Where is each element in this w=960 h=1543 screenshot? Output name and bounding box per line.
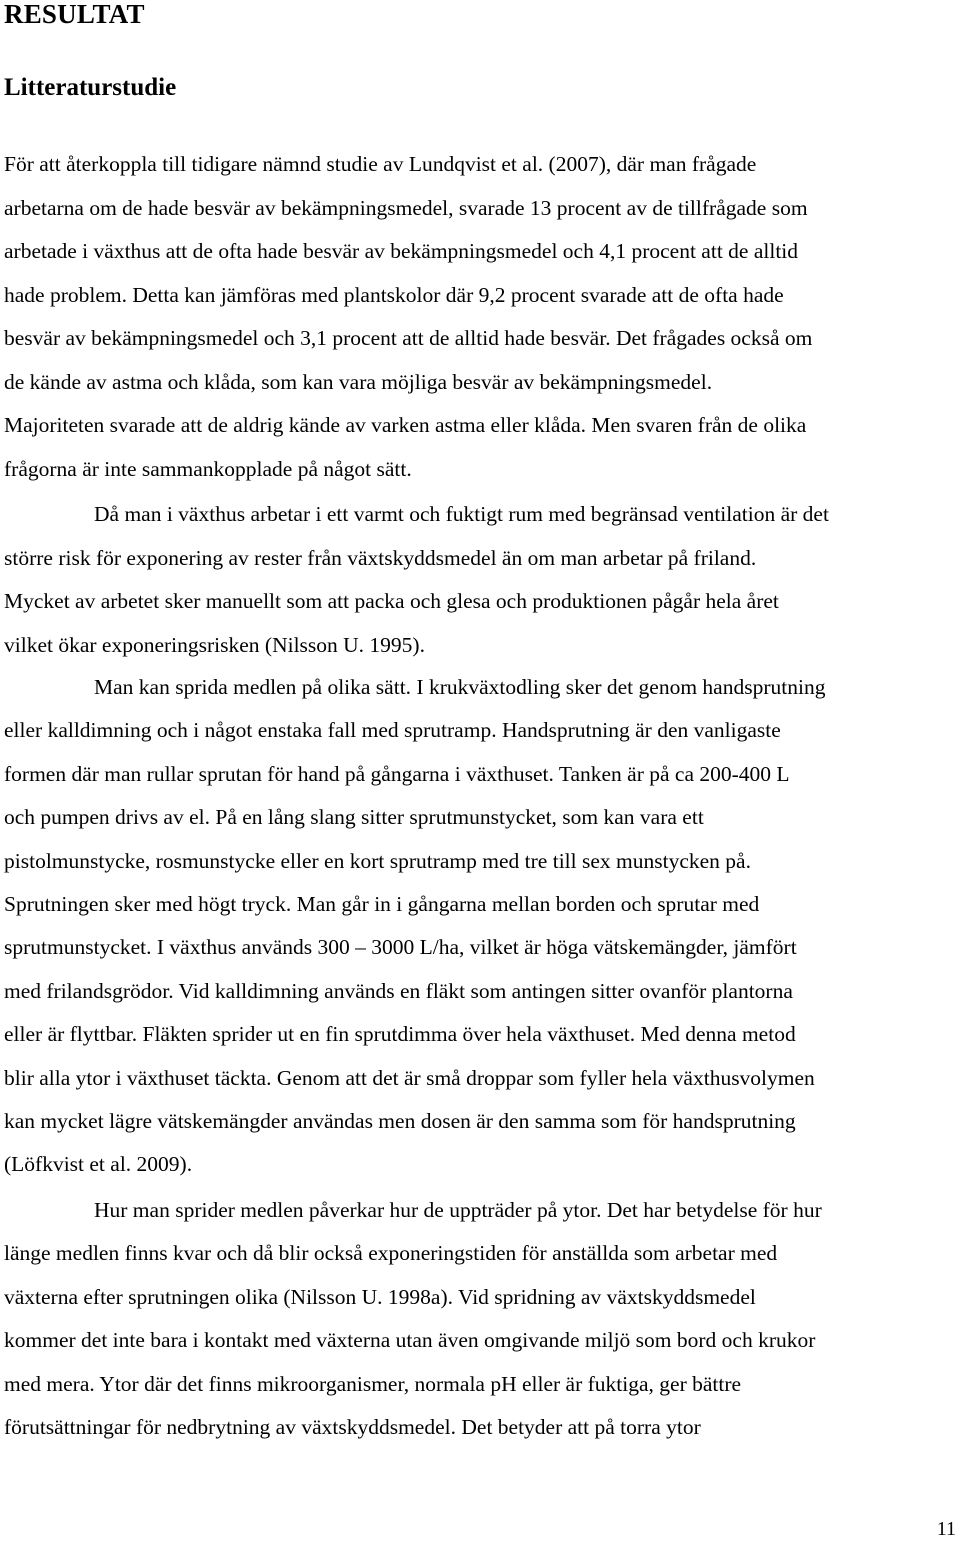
paragraph-line: frågorna är inte sammankopplade på något sätt.: [4, 456, 412, 481]
paragraph-line: kommer det inte bara i kontakt med växterna utan även omgivande miljö som bord och krukor: [4, 1328, 816, 1353]
paragraph-line: besvär av bekämpningsmedel och 3,1 procent att de alltid hade besvär. Det frågades också om: [4, 326, 813, 350]
paragraph-line: eller kalldimning och i något enstaka fall med sprutramp. Handsprutning är den vanligaste: [4, 718, 781, 743]
paragraph-4: [4, 1189, 960, 1449]
paragraph-2: [4, 493, 960, 667]
subsection-heading: Litteraturstudie: [4, 74, 177, 101]
paragraph-line: För att återkoppla till tidigare nämnd studie av Lundqvist et al. (2007), där man frågade: [4, 152, 757, 176]
paragraph-line: sprutmunstycket. I växthus används 300 – 3000 L/ha, vilket är höga vätskemängder, jämfört: [4, 935, 797, 960]
paragraph-line: förutsättningar för nedbrytning av växtskyddsmedel. Det betyder att på torra ytor: [4, 1415, 701, 1440]
paragraph-line: hade problem. Detta kan jämföras med plantskolor där 9,2 procent svarade att de ofta hade: [4, 282, 784, 307]
paragraph-line: Mycket av arbetet sker manuellt som att packa och glesa och produktionen pågår hela året: [4, 589, 779, 613]
paragraph-line: kan mycket lägre vätskemängder användas men dosen är den samma som för handsprutning: [4, 1109, 796, 1134]
paragraph-line: med mera. Ytor där det finns mikroorganismer, normala pH eller är fuktiga, ger bättre: [4, 1371, 742, 1396]
page-number: 11: [936, 1518, 956, 1540]
paragraph-line: Då man i växthus arbetar i ett varmt och fuktigt rum med begränsad ventilation är det: [94, 502, 829, 526]
paragraph-line: Hur man sprider medlen påverkar hur de uppträder på ytor. Det har betydelse för hur: [94, 1198, 822, 1222]
paragraph-line: Majoriteten svarade att de aldrig kände av varken astma eller klåda. Men svaren från de olika: [4, 413, 807, 437]
paragraph-line: större risk för exponering av rester från växtskyddsmedel än om man arbetar på friland.: [4, 545, 757, 570]
paragraph-line: (Löfkvist et al. 2009).: [4, 1152, 193, 1177]
paragraph-line: formen där man rullar sprutan för hand på gångarna i växthuset. Tanken är på ca 200-400 L: [4, 761, 790, 786]
paragraph-line: blir alla ytor i växthuset täckta. Genom att det är små droppar som fyller hela växthusvolymen: [4, 1065, 815, 1090]
paragraph-line: länge medlen finns kvar och då blir också exponeringstiden för anställda som arbetar med: [4, 1241, 778, 1266]
paragraph-1: [4, 143, 960, 491]
paragraph-line: pistolmunstycke, rosmunstycke eller en kort sprutramp med tre till sex munstycken på.: [4, 848, 751, 873]
paragraph-line: Sprutningen sker med högt tryck. Man går in i gångarna mellan borden och sprutar med: [4, 892, 760, 917]
paragraph-line: arbetade i växthus att de ofta hade besvär av bekämpningsmedel och 4,1 procent att de alltid: [4, 239, 799, 263]
paragraph-line: och pumpen drivs av el. På en lång slang sitter sprutmunstycket, som kan vara ett: [4, 805, 704, 830]
paragraph-line: växterna efter sprutningen olika (Nilsson U. 1998a). Vid spridning av växtskyddsmedel: [4, 1284, 756, 1309]
paragraph-3: [4, 666, 960, 1187]
paragraph-line: eller är flyttbar. Fläkten sprider ut en fin sprutdimma över hela växthuset. Med denna metod: [4, 1022, 796, 1047]
section-heading: RESULTAT: [4, 0, 145, 29]
paragraph-line: de kände av astma och klåda, som kan vara möjliga besvär av bekämpningsmedel.: [4, 369, 713, 394]
paragraph-line: vilket ökar exponeringsrisken (Nilsson U. 1995).: [4, 632, 425, 657]
paragraph-line: arbetarna om de hade besvär av bekämpningsmedel, svarade 13 procent av de tillfrågade som: [4, 195, 808, 220]
paragraph-line: med frilandsgrödor. Vid kalldimning används en fläkt som antingen sitter ovanför plantorna: [4, 978, 793, 1003]
paragraph-line: Man kan sprida medlen på olika sätt. I krukväxtodling sker det genom handsprutning: [94, 675, 826, 699]
